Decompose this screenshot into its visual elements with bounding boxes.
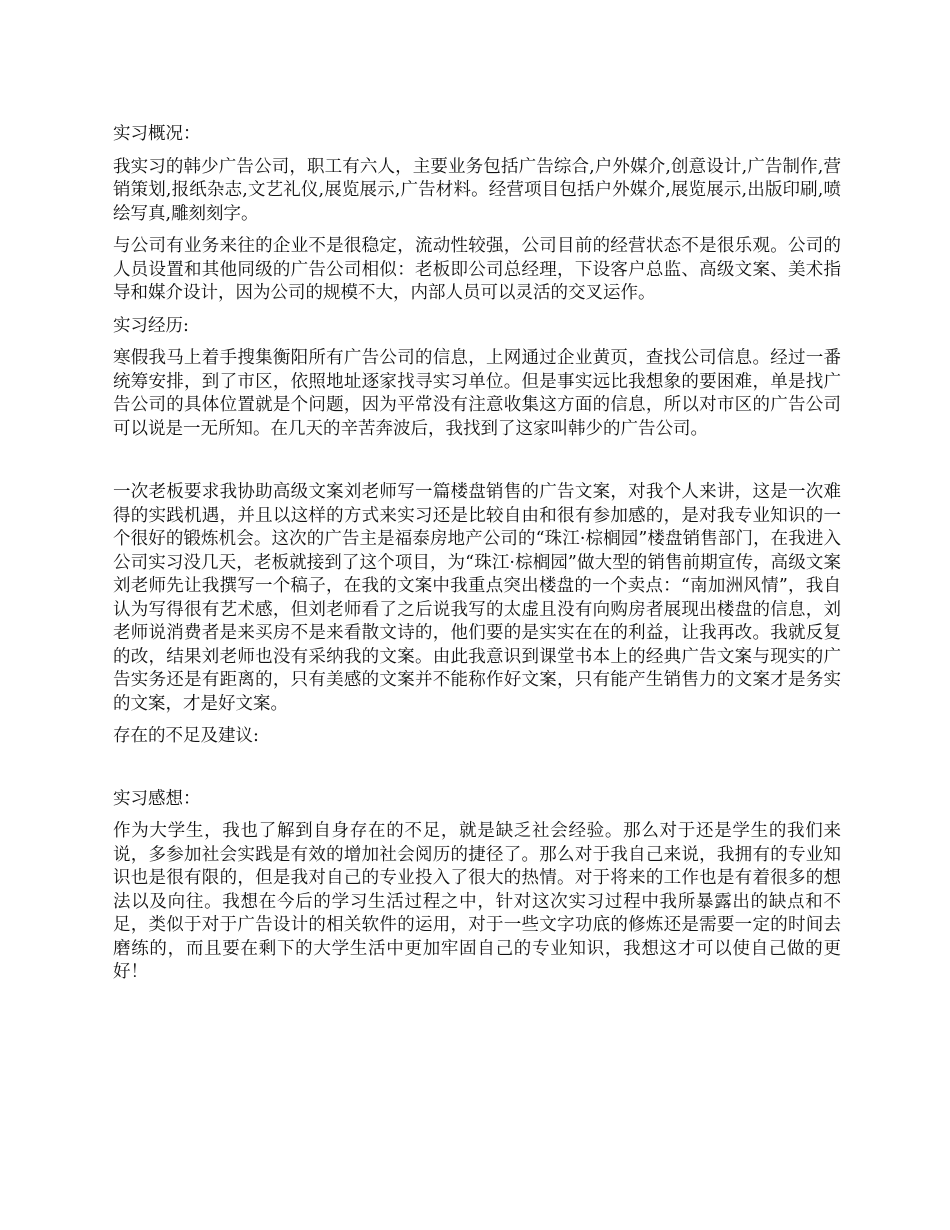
- heading-overview: 实习概况：: [113, 124, 201, 144]
- heading-shortcomings: 存在的不足及建议:: [113, 726, 259, 746]
- paragraph-experience-copywriting: 一次老板要求我协助高级文案刘老师写一篇楼盘销售的广告文案，对我个人来讲，这是一次难得的实践机遇，并且以这样的方式来实习还是比较自由和很有参加感的，是对我专业知识的一个很好的锻炼机会。这次的广告主是福泰房地产公司的“珠江·棕榈园”楼盘销售部门，在我进入公司实习没几天，老板就接到了这个项目，为“珠江·棕榈园”做大型的销售前期宣传，高级文案刘老师先让我撰写一个稿子，在我的文案中我重点突出楼盘的一个卖点：“南加洲风情”，我自认为写得很有艺术感，但刘老师看了之后说我写的太虚且没有向购房者展现出楼盘的信息，刘老师说消费者是来买房不是来看散文诗的，他们要的是实实在在的利益，让我再改。我就反复的改，结果刘老师也没有采纳我的文案。由此我意识到课堂书本上的经典广告文案与现实的广告实务还是有距离的，只有美感的文案并不能称作好文案，只有能产生销售力的文案才是务实的文案，才是好文案。: [113, 482, 841, 714]
- paragraph-reflection: 作为大学生，我也了解到自身存在的不足，就是缺乏社会经验。那么对于还是学生的我们来说，多参加社会实践是有效的增加社会阅历的捷径了。那么对于我自己来说，我拥有的专业知识也是很有限的，但是我对自己的专业投入了很大的热情。对于将来的工作也是有着很多的想法以及向往。我想在今后的学习生活过程之中，针对这次实习过程中我所暴露出的缺点和不足，类似于对于广告设计的相关软件的运用，对于一些文字功底的修炼还是需要一定的时间去磨练的，而且要在剩下的大学生活中更加牢固自己的专业知识，我想这才可以使自己做的更好！: [113, 821, 841, 982]
- heading-reflection: 实习感想：: [113, 788, 201, 809]
- blank-spacer: [113, 758, 841, 788]
- paragraph-overview-company: 我实习的韩少广告公司，职工有六人，主要业务包括广告综合,户外媒介,创意设计,广告制作,营销策划,报纸杂志,文艺礼仪,展览展示,广告材料。经营项目包括户外媒介,展览展示,出版印刷,喷绘写真,雕刻刻字。: [113, 156, 841, 224]
- blank-spacer: [113, 450, 841, 481]
- heading-experience: 实习经历:: [113, 315, 189, 336]
- paragraph-overview-business: 与公司有业务来往的企业不是很稳定，流动性较强，公司目前的经营状态不是很乐观。公司的人员设置和其他同级的广告公司相似：老板即公司总经理，下设客户总监、高级文案、美术指导和媒介设计，因为公司的规模不大，内部人员可以灵活的交叉运作。: [113, 236, 841, 303]
- paragraph-experience-search: 寒假我马上着手搜集衡阳所有广告公司的信息，上网通过企业黄页，查找公司信息。经过一番统筹安排，到了市区，依照地址逐家找寻实习单位。但是事实远比我想象的要困难，单是找广告公司的具体位置就是个问题，因为平常没有注意收集这方面的信息，所以对市区的广告公司可以说是一无所知。在几天的辛苦奔波后，我找到了这家叫韩少的广告公司。: [113, 348, 841, 439]
- document-body: [113, 123, 841, 994]
